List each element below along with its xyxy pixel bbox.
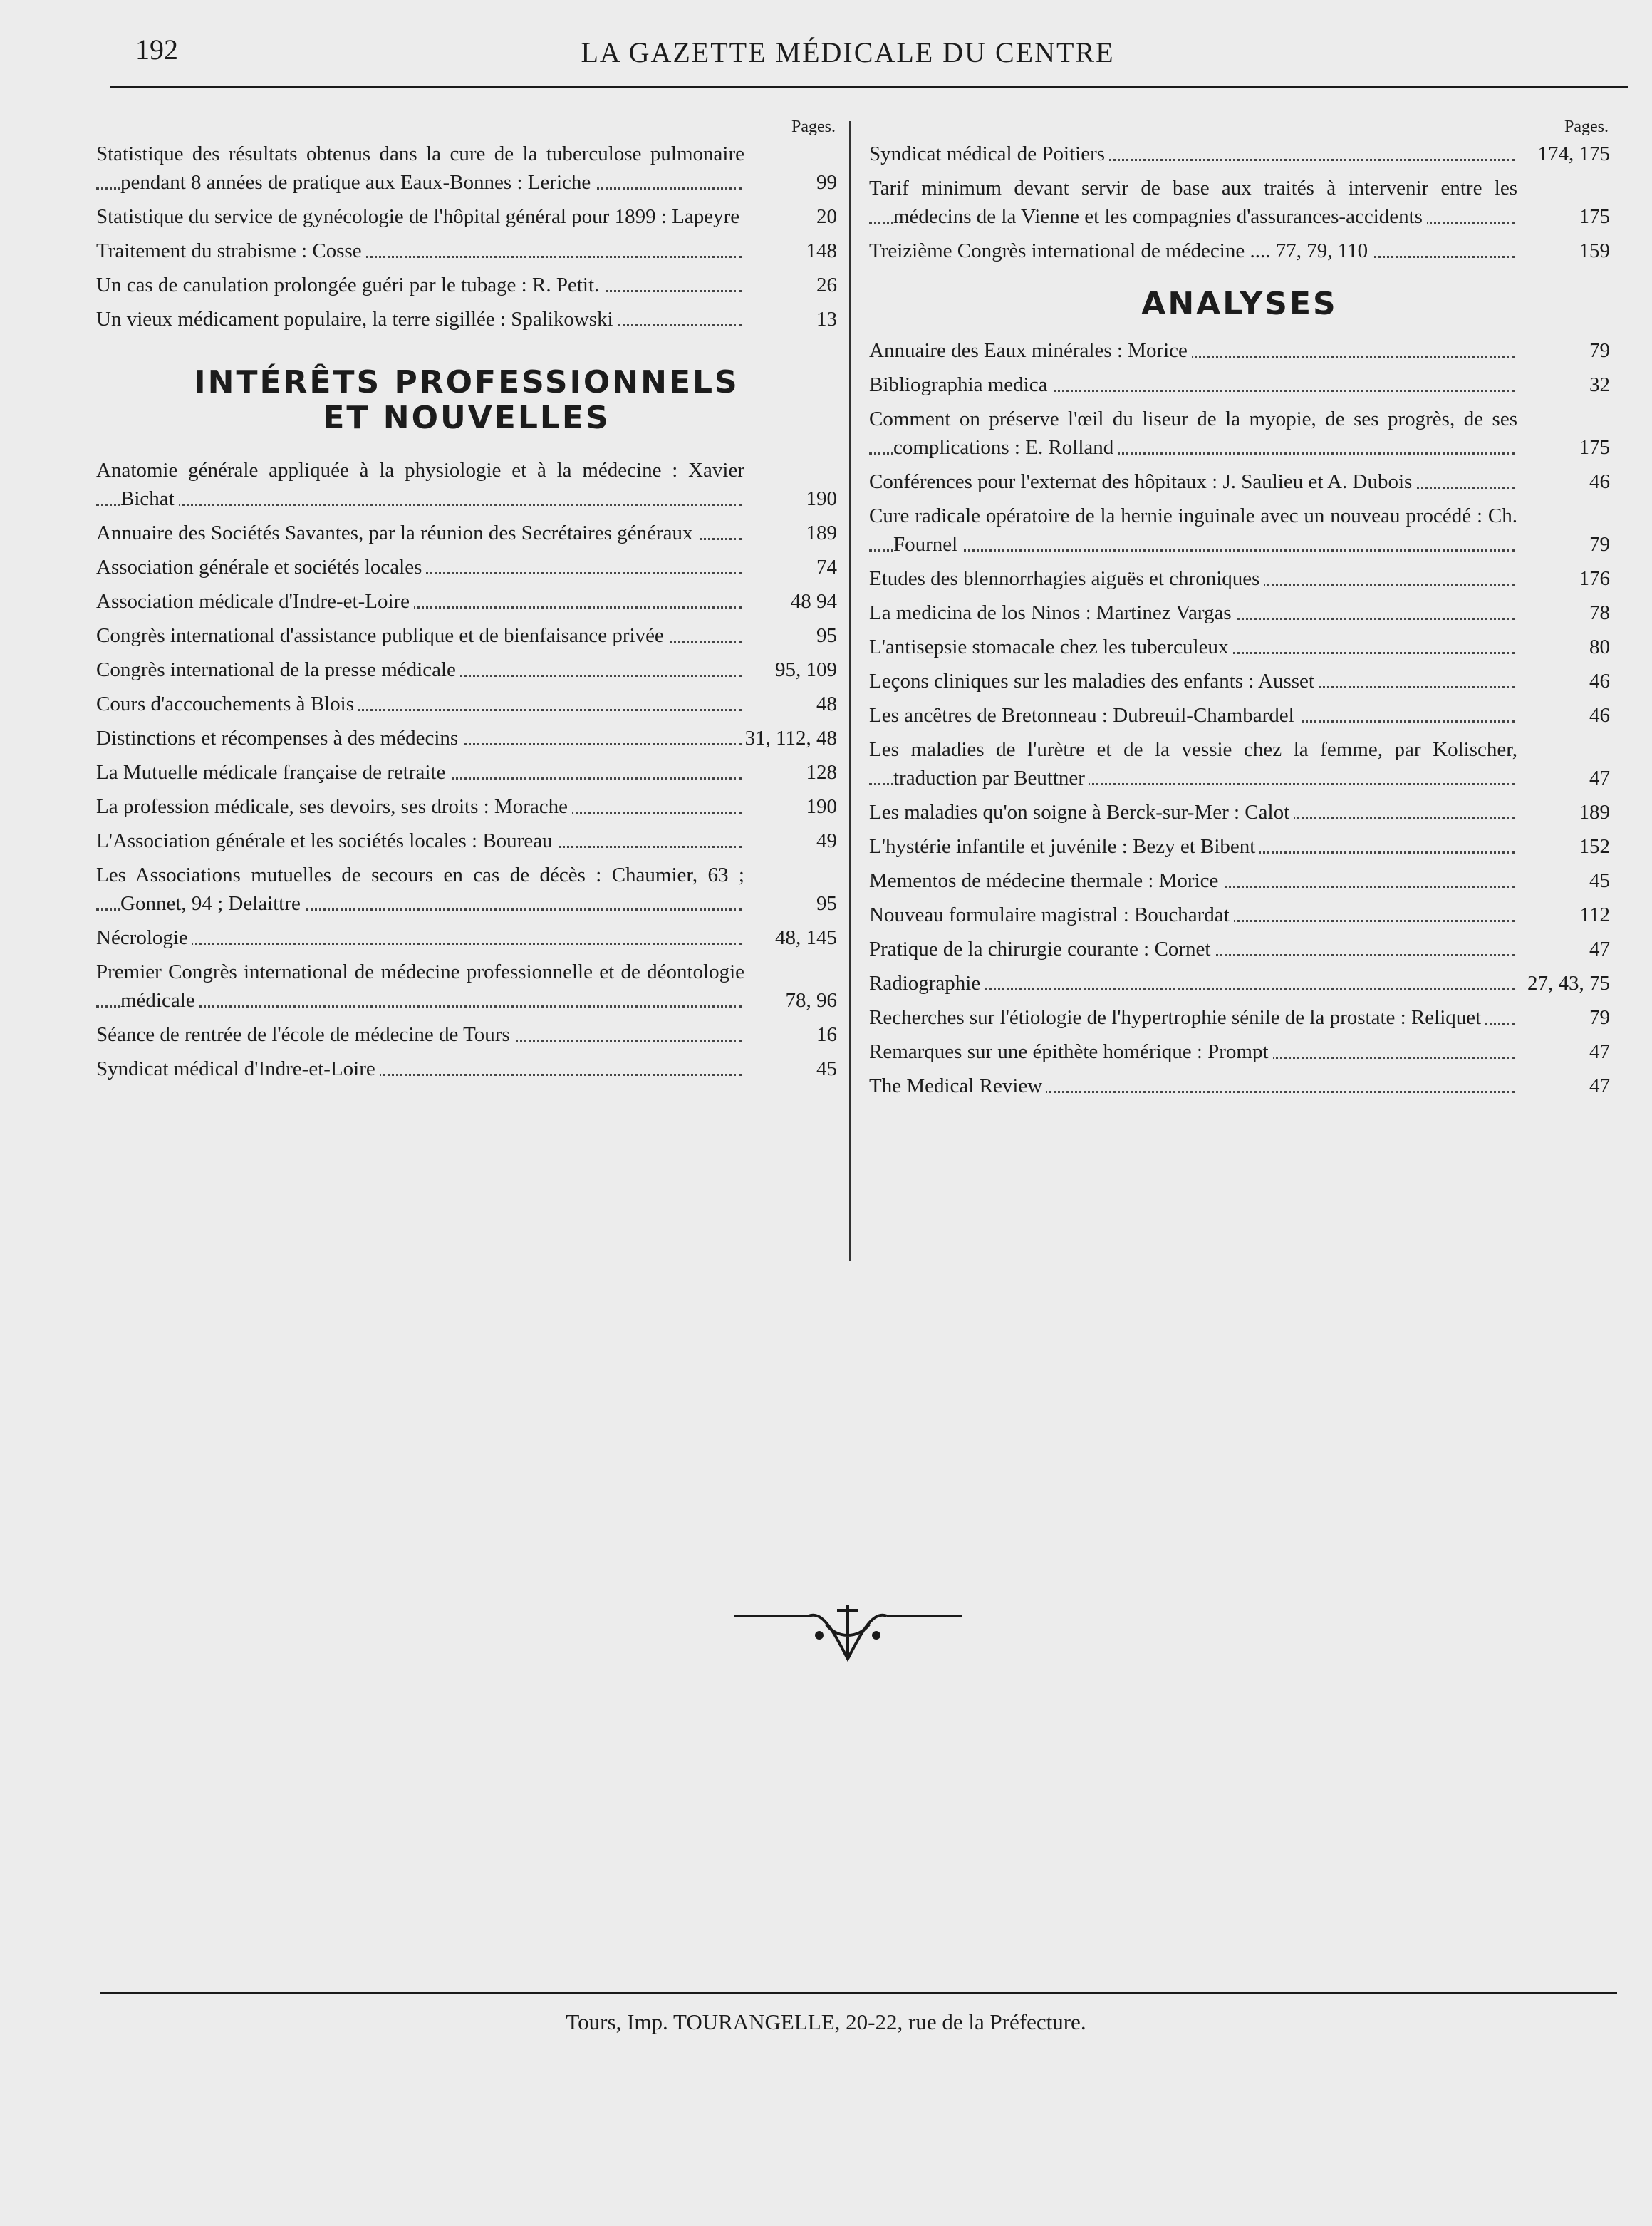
index-entry — [869, 832, 1610, 861]
entry-pages: 112 — [1517, 901, 1610, 929]
entry-pages: 26 — [744, 271, 837, 299]
entry-pages: 95 — [744, 621, 837, 650]
index-entry — [869, 174, 1610, 231]
index-entry — [96, 140, 837, 197]
index-entry — [96, 827, 837, 855]
index-entry — [96, 923, 837, 952]
entry-title: Conférences pour l'externat des hôpitaux : J. Saulieu et A. Dubois — [869, 467, 1517, 496]
entry-pages: 46 — [1517, 701, 1610, 730]
entry-title: Association médicale d'Indre-et-Loire — [96, 587, 744, 616]
entry-pages: 47 — [1517, 935, 1610, 963]
section-title-line: ET NOUVELLES — [323, 400, 611, 436]
entry-pages: 190 — [744, 485, 837, 513]
entry-title: Un cas de canulation prolongée guéri par le tubage : R. Petit. — [96, 271, 744, 299]
index-entry — [96, 724, 837, 752]
entry-title: Etudes des blennorrhagies aiguës et chroniques — [869, 564, 1517, 593]
entry-title: Treizième Congrès international de médecine .... 77, 79, 110 — [869, 237, 1517, 265]
index-entry — [869, 701, 1610, 730]
entry-pages: 190 — [744, 792, 837, 821]
entry-title: Les maladies de l'urètre et de la vessie chez la femme, par Kolischer, traduction par Beuttner — [869, 735, 1517, 792]
entry-pages: 31, 112, 48 — [744, 724, 837, 752]
entry-list — [869, 140, 1610, 265]
entry-list — [869, 336, 1610, 1100]
entry-pages: 80 — [1517, 633, 1610, 661]
entry-title: La profession médicale, ses devoirs, ses droits : Morache — [96, 792, 744, 821]
entry-pages: 95, 109 — [744, 656, 837, 684]
index-entry — [96, 271, 837, 299]
index-entry — [96, 792, 837, 821]
entry-pages: 174, 175 — [1517, 140, 1610, 168]
index-entry — [96, 456, 837, 513]
entry-pages: 78, 96 — [744, 986, 837, 1015]
entry-title: The Medical Review — [869, 1072, 1517, 1100]
page-number: 192 — [135, 33, 178, 66]
entry-pages: 189 — [1517, 798, 1610, 827]
entry-title: Nécrologie — [96, 923, 744, 952]
entry-pages: 45 — [1517, 866, 1610, 895]
entry-pages: 32 — [1517, 371, 1610, 399]
entry-title: Nouveau formulaire magistral : Bouchardat — [869, 901, 1517, 929]
index-entry — [96, 861, 837, 918]
entry-pages: 152 — [1517, 832, 1610, 861]
entry-title: Annuaire des Eaux minérales : Morice — [869, 336, 1517, 365]
entry-pages: 99 — [744, 168, 837, 197]
index-entry — [869, 633, 1610, 661]
entry-title: Cure radicale opératoire de la hernie inguinale avec un nouveau procédé : Ch. Fournel — [869, 502, 1517, 559]
index-entry — [96, 202, 837, 231]
entry-title: L'antisepsie stomacale chez les tuberculeux — [869, 633, 1517, 661]
index-entry — [96, 587, 837, 616]
entry-title: L'hystérie infantile et juvénile : Bezy et Bibent — [869, 832, 1517, 861]
entry-pages: 176 — [1517, 564, 1610, 593]
entry-title: L'Association générale et les sociétés locales : Boureau — [96, 827, 744, 855]
entry-title: Tarif minimum devant servir de base aux traités à intervenir entre les médecins de la Vienne et les compagnies d'assurances-accidents — [869, 174, 1517, 231]
entry-title: Congrès international d'assistance publique et de bienfaisance privée — [96, 621, 744, 650]
entry-pages: 16 — [744, 1020, 837, 1049]
entry-pages: 79 — [1517, 336, 1610, 365]
entry-pages: 79 — [1517, 530, 1610, 559]
entry-title: Pratique de la chirurgie courante : Cornet — [869, 935, 1517, 963]
entry-pages: 46 — [1517, 667, 1610, 695]
index-entry — [869, 667, 1610, 695]
entry-title: Séance de rentrée de l'école de médecine de Tours — [96, 1020, 744, 1049]
section-title-line: INTÉRÊTS PROFESSIONNELS — [194, 364, 739, 400]
index-entry — [96, 237, 837, 265]
printer-line: Tours, Imp. TOURANGELLE, 20-22, rue de la Préfecture. — [566, 2009, 1086, 2034]
entry-title: Recherches sur l'étiologie de l'hypertrophie sénile de la prostate : Reliquet — [869, 1003, 1517, 1032]
entry-title: Traitement du strabisme : Cosse — [96, 237, 744, 265]
entry-pages: 20 — [744, 202, 837, 231]
entry-title: La medicina de los Ninos : Martinez Vargas — [869, 599, 1517, 627]
section-title: ANALYSES — [1141, 286, 1338, 322]
entry-title: Congrès international de la presse médicale — [96, 656, 744, 684]
entry-pages: 48 — [744, 690, 837, 718]
index-entry — [869, 564, 1610, 593]
entry-pages: 175 — [1517, 202, 1610, 231]
entry-pages: 159 — [1517, 237, 1610, 265]
index-entry — [96, 690, 837, 718]
left-column — [96, 114, 837, 1089]
entry-title: Distinctions et récompenses à des médecins — [96, 724, 744, 752]
index-entry — [96, 1020, 837, 1049]
entry-pages: 27, 43, 75 — [1517, 969, 1610, 998]
index-entry — [96, 621, 837, 650]
right-column — [869, 114, 1610, 1106]
entry-title: Cours d'accouchements à Blois — [96, 690, 744, 718]
page-header — [107, 29, 1589, 78]
entry-pages: 175 — [1517, 433, 1610, 462]
index-entry — [96, 1055, 837, 1083]
index-entry — [96, 519, 837, 547]
entry-pages: 189 — [744, 519, 837, 547]
entry-title: Remarques sur une épithète homérique : Prompt — [869, 1037, 1517, 1066]
entry-pages: 128 — [744, 758, 837, 787]
entry-pages: 13 — [744, 305, 837, 333]
entry-title: Syndicat médical de Poitiers — [869, 140, 1517, 168]
index-entry — [869, 969, 1610, 998]
entry-title: Association générale et sociétés locales — [96, 553, 744, 581]
index-entry — [869, 405, 1610, 462]
index-entry — [869, 371, 1610, 399]
entry-title: La Mutuelle médicale française de retraite — [96, 758, 744, 787]
index-entry — [869, 599, 1610, 627]
index-entry — [869, 237, 1610, 265]
entry-title: Statistique du service de gynécologie de l'hôpital général pour 1899 : Lapeyre — [96, 202, 744, 231]
entry-pages: 79 — [1517, 1003, 1610, 1032]
index-entry — [96, 656, 837, 684]
entry-title: Bibliographia medica — [869, 371, 1517, 399]
entry-title: Leçons cliniques sur les maladies des enfants : Ausset — [869, 667, 1517, 695]
pages-label: Pages. — [1564, 118, 1609, 136]
journal-title: LA GAZETTE MÉDICALE DU CENTRE — [581, 36, 1115, 68]
entry-pages: 49 — [744, 827, 837, 855]
index-entry — [869, 735, 1610, 792]
header-rule — [110, 86, 1628, 88]
index-entry — [96, 553, 837, 581]
index-entry — [869, 1003, 1610, 1032]
entry-pages: 48, 145 — [744, 923, 837, 952]
footer-rule — [100, 1992, 1617, 1994]
entry-title: Mementos de médecine thermale : Morice — [869, 866, 1517, 895]
index-entry — [869, 901, 1610, 929]
section-title — [96, 365, 837, 436]
index-entry — [869, 866, 1610, 895]
entry-pages: 148 — [744, 237, 837, 265]
entry-list — [96, 456, 837, 1083]
index-entry — [869, 336, 1610, 365]
entry-pages: 95 — [744, 889, 837, 918]
column-divider — [849, 121, 851, 1261]
index-entry — [869, 1037, 1610, 1066]
index-entry — [869, 140, 1610, 168]
pages-label: Pages. — [791, 118, 836, 136]
entry-title: Comment on préserve l'œil du liseur de la myopie, de ses progrès, de ses complications : E. Rolland — [869, 405, 1517, 462]
entry-pages: 48 94 — [744, 587, 837, 616]
entry-title: Statistique des résultats obtenus dans la cure de la tuberculose pulmonaire pendant 8 années de pratique aux Eaux-Bonnes : Leriche — [96, 140, 744, 197]
index-entry — [96, 305, 837, 333]
entry-pages: 47 — [1517, 1072, 1610, 1100]
entry-title: Les ancêtres de Bretonneau : Dubreuil-Chambardel — [869, 701, 1517, 730]
entry-title: Premier Congrès international de médecine professionnelle et de déontologie médicale — [96, 958, 744, 1015]
entry-title: Syndicat médical d'Indre-et-Loire — [96, 1055, 744, 1083]
entry-title: Les maladies qu'on soigne à Berck-sur-Mer : Calot — [869, 798, 1517, 827]
index-entry — [96, 958, 837, 1015]
index-entry — [869, 935, 1610, 963]
entry-pages: 46 — [1517, 467, 1610, 496]
entry-pages: 78 — [1517, 599, 1610, 627]
index-entry — [869, 467, 1610, 496]
entry-title: Les Associations mutuelles de secours en cas de décès : Chaumier, 63 ; Gonnet, 94 ; Delaittre — [96, 861, 744, 918]
entry-title: Annuaire des Sociétés Savantes, par la réunion des Secrétaires généraux — [96, 519, 744, 547]
ornament — [734, 1596, 962, 1667]
entry-title: Anatomie générale appliquée à la physiologie et à la médecine : Xavier Bichat — [96, 456, 744, 513]
entry-title: Radiographie — [869, 969, 1517, 998]
entry-pages: 47 — [1517, 764, 1610, 792]
entry-list — [96, 140, 837, 333]
entry-title: Un vieux médicament populaire, la terre sigillée : Spalikowski — [96, 305, 744, 333]
entry-pages: 47 — [1517, 1037, 1610, 1066]
index-entry — [96, 758, 837, 787]
entry-pages: 74 — [744, 553, 837, 581]
index-entry — [869, 798, 1610, 827]
index-entry — [869, 1072, 1610, 1100]
index-entry — [869, 502, 1610, 559]
entry-pages: 45 — [744, 1055, 837, 1083]
